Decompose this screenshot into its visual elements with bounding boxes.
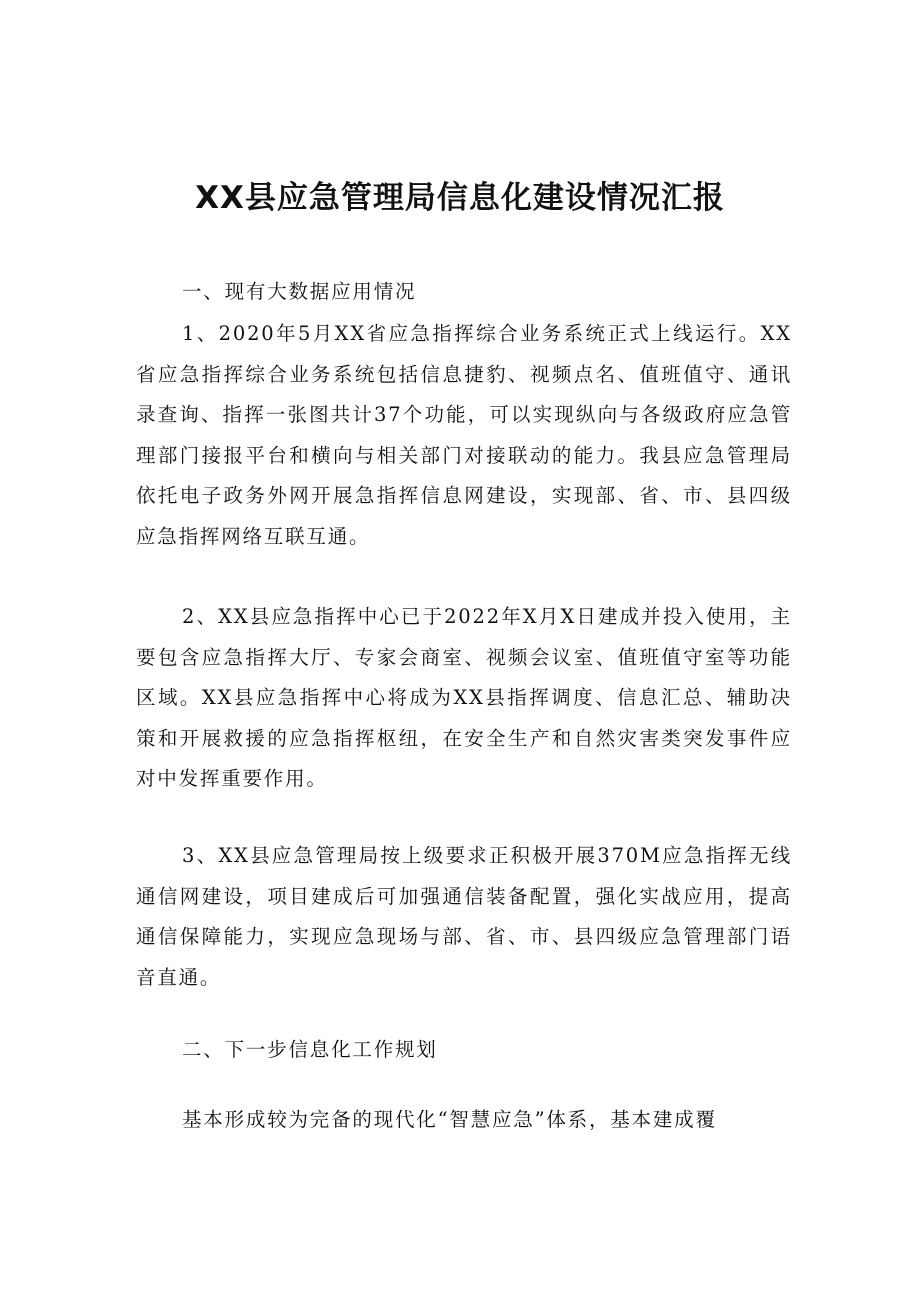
paragraph-4: 基本形成较为完备的现代化“智慧应急”体系，基本建成覆 bbox=[182, 1108, 717, 1131]
section-heading-current-big-data: 一、现有大数据应用情况 bbox=[182, 280, 417, 303]
section-heading-next-steps: 二、下一步信息化工作规划 bbox=[182, 1038, 438, 1061]
paragraph-1: 1、2020年5月XX省应急指挥综合业务系统正式上线运行。XX省应急指挥综合业务系统包括信息捷豹、视频点名、值班值守、通讯录查询、指挥一张图共计37个功能，可以实现纵向与各级政府应急管理部门接报平台和横向与相关部门对接联动的能力。我县应急管理局依托电子政务外网开展急指挥信息网建设，实现部、省、市、县四级应急指挥网络互联互通。 bbox=[136, 322, 792, 548]
paragraph-3: 3、XX县应急管理局按上级要求正积极开展370M应急指挥无线通信网建设，项目建成后可加强通信装备配置，强化实战应用，提高通信保障能力，实现应急现场与部、省、市、县四级应急管理部门语音直通。 bbox=[136, 844, 792, 989]
document-title: XX县应急管理局信息化建设情况汇报 bbox=[195, 180, 725, 216]
paragraph-2: 2、XX县应急指挥中心已于2022年X月X日建成并投入使用，主要包含应急指挥大厅、专家会商室、视频会议室、值班值守室等功能区域。XX县应急指挥中心将成为XX县指挥调度、信息汇总、辅助决策和开展救援的应急指挥枢纽，在安全生产和自然灾害类突发事件应对中发挥重要作用。 bbox=[136, 605, 792, 790]
